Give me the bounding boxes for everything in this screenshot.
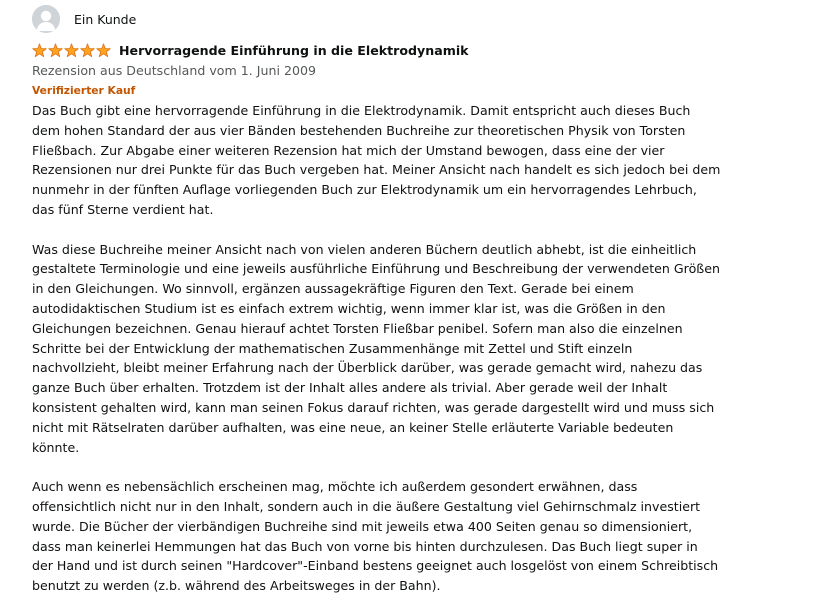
review-body (32, 101, 722, 596)
star-filled-icon (96, 43, 111, 58)
star-rating[interactable] (32, 43, 112, 58)
review-paragraph: Auch wenn es nebensächlich erscheinen mag, möchte ich außerdem gesondert erwähnen, dass offensichtlich nicht nur in den Inhalt, sondern auch in die äußere Gestaltung viel Gehirnschmalz investiert wurde. Die Bücher der vierbändigen Buchreihe sind mit jeweils etwa 400 Seiten genau so dimensioniert, dass man keinerlei Hemmungen hat das Buch von vorne bis hinten durchzulesen. Das Buch liegt super in der Hand und ist durch seinen "Hardcover"-Einband bestens geeignet auch losgelöst von einem Schreibtisch benutzt zu werden (z.b. während des Arbeitsweges in der Bahn). (32, 479, 719, 594)
review-paragraph: Das Buch gibt eine hervorragende Einführung in die Elektrodynamik. Damit entspricht auch dieses Buch dem hohen Standard der aus vier Bänden bestehenden Buchreihe zur theoretischen Physik von Torsten Fließbach. Zur Abgabe einer weiteren Rezension hat mich der Umstand bewogen, dass eine der vier Rezensionen nur drei Punkte für das Buch vergeben hat. Meiner Ansicht nach handelt es sich jedoch bei dem nunmehr in der fünften Auflage vorliegenden Buch zur Elektrodynamik um ein hervorragendes Lehrbuch, das fünf Sterne verdient hat. (32, 103, 721, 217)
avatar-icon[interactable] (32, 5, 60, 33)
star-filled-icon (64, 43, 79, 58)
reviewer-name[interactable]: Ein Kunde (74, 11, 137, 27)
star-filled-icon (80, 43, 95, 58)
customer-review (32, 5, 722, 616)
star-filled-icon (32, 43, 47, 58)
rating-row (32, 41, 722, 59)
review-title[interactable]: Hervorragende Einführung in die Elektrodynamik (119, 42, 469, 58)
verified-purchase-badge[interactable]: Verifizierter Kauf (32, 84, 136, 97)
review-paragraph: Was diese Buchreihe meiner Ansicht nach von vielen anderen Büchern deutlich abhebt, ist die einheitlich gestaltete Terminologie und eine jeweils ausführliche Einführung und Beschreibung der verwendeten Größen in den Gleichungen. Wo sinnvoll, ergänzen aussagekräftige Figuren den Text. Gerade bei einem autodidaktischen Studium ist es einfach extrem wichtig, wenn immer klar ist, was die Größen in den Gleichungen bezeichnen. Genau hierauf achtet Torsten Fließbar penibel. Sofern man also die einzelnen Schritte bei der Entwicklung der mathematischen Zusammenhänge mit Zettel und Stift einzeln nachvollzieht, bleibt meiner Erfahrung nach der Überblick darüber, was gerade gemacht wird, nahezu das ganze Buch über erhalten. Trotzdem ist der Inhalt alles andere als trivial. Aber gerade weil der Inhalt konsistent gehalten wird, kann man seinen Fokus darauf richten, was gerade dargestellt wird und muss sich nicht mit Rätselraten darüber aufhalten, was eine neue, an keiner Stelle erläuterte Variable bedeuten könnte. (32, 241, 720, 455)
reviewer-profile[interactable] (32, 5, 722, 33)
review-date: Rezension aus Deutschland vom 1. Juni 2009 (32, 63, 316, 78)
star-filled-icon (48, 43, 63, 58)
